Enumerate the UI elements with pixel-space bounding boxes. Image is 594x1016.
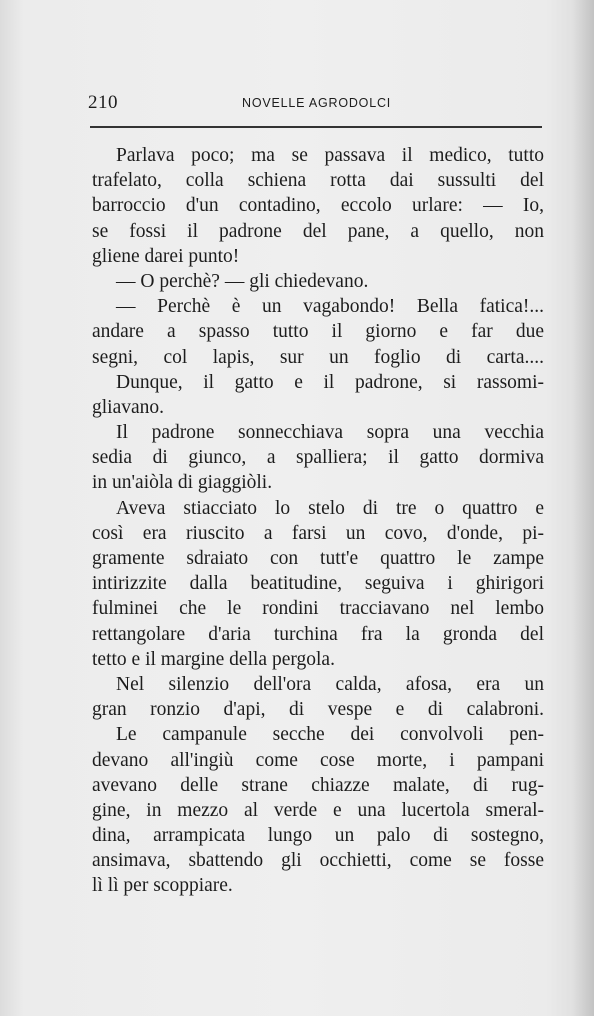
body-text — [92, 143, 544, 899]
text-line: gine, in mezzo al verde e una lucertola smeral- — [92, 799, 544, 821]
text-line: tetto e il margine della pergola. — [92, 648, 335, 670]
text-line: barroccio d'un contadino, eccolo urlare: — Io, — [92, 195, 544, 217]
header-rule — [90, 126, 542, 128]
text-line: rettangolare d'aria turchina fra la gronda del — [92, 623, 544, 645]
text-line: andare a spasso tutto il giorno e far due — [92, 321, 544, 343]
text-line: avevano delle strane chiazze malate, di rug- — [92, 774, 544, 796]
text-line: trafelato, colla schiena rotta dai sussulti del — [92, 170, 544, 192]
page-edge-shadow — [572, 0, 594, 1016]
text-line: se fossi il padrone del pane, a quello, non — [92, 220, 544, 242]
text-line: così era riuscito a farsi un covo, d'onde, pi- — [92, 522, 544, 544]
text-line: in un'aiòla di giaggiòli. — [92, 472, 273, 494]
running-title: NOVELLE AGRODOLCI — [242, 96, 392, 110]
text-line: devano all'ingiù come cose morte, i pampani — [92, 749, 544, 771]
text-line: Nel silenzio dell'ora calda, afosa, era un — [116, 673, 544, 695]
text-line: gramente sdraiato con tutt'e quattro le zampe — [92, 548, 544, 569]
text-line: Parlava poco; ma se passava il medico, tutto — [116, 145, 544, 166]
page-header — [88, 92, 543, 116]
page-number: 210 — [88, 92, 118, 113]
text-line: Il padrone sonnecchiava sopra una vecchia — [116, 422, 544, 444]
text-line: gliene darei punto! — [92, 245, 240, 267]
text-line: Dunque, il gatto e il padrone, si rassomi- — [116, 371, 544, 393]
text-line: — Perchè è un vagabondo! Bella fatica!... — [116, 296, 544, 318]
text-line: segni, col lapis, sur un foglio di carta.... — [92, 346, 544, 368]
text-line: Le campanule secche dei convolvoli pen- — [116, 724, 544, 746]
text-line: lì lì per scoppiare. — [92, 875, 233, 897]
text-line: Aveva stiacciato lo stelo di tre o quattro e — [116, 497, 544, 519]
text-line: ansimava, sbattendo gli occhietti, come se fosse — [92, 850, 544, 872]
text-line: dina, arrampicata lungo un palo di sostegno, — [92, 825, 544, 847]
text-line: gran ronzio d'api, di vespe e di calabroni. — [92, 699, 544, 721]
text-line: — O perchè? — gli chiedevano. — [116, 270, 369, 292]
text-line: sedia di giunco, a spalliera; il gatto dormiva — [92, 447, 544, 469]
text-line: fulminei che le rondini tracciavano nel lembo — [92, 598, 544, 620]
text-line: intirizzite dalla beatitudine, seguiva i ghirigori — [92, 573, 544, 595]
text-line: gliavano. — [92, 396, 165, 418]
